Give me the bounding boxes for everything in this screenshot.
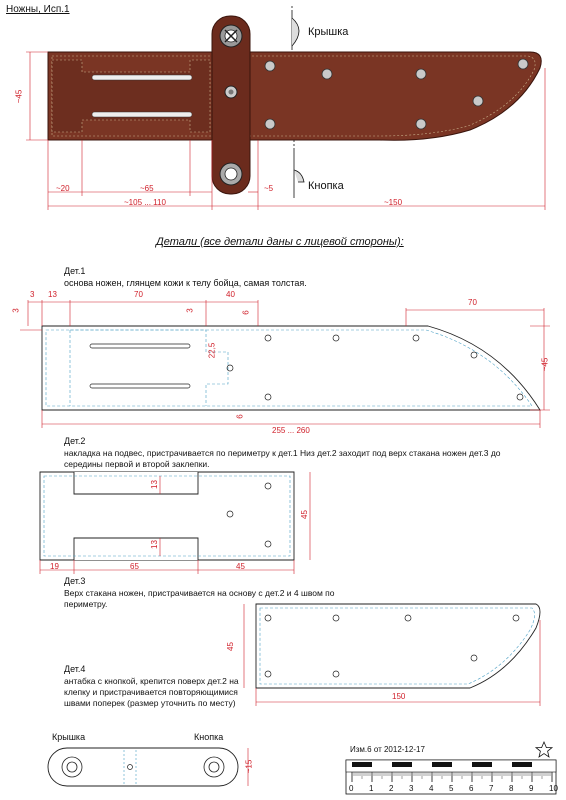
ruler-number: 0 — [349, 784, 354, 793]
det4-desc: антабка с кнопкой, крепится поверх дет.2 на клепку и пристрачивается повторяющимися швами поперек (размер уточнить по месту) — [64, 676, 239, 708]
det1-dim-3a: 3 — [30, 290, 35, 299]
dim-105-110: ~105 ... 110 — [124, 198, 166, 207]
dim-65: ~65 — [140, 184, 154, 193]
det1-dim-22-5: 22,5 — [207, 342, 217, 359]
ruler-number: 6 — [469, 784, 474, 793]
det2-dim-13b: 13 — [149, 540, 159, 549]
det1-dim-6a: 6 — [241, 310, 251, 315]
ruler-band — [372, 762, 392, 767]
det2-title: Дет.2 — [64, 436, 86, 446]
cap-profile — [292, 6, 299, 50]
ruler-number: 9 — [529, 784, 534, 793]
dim-height: ~45 — [14, 89, 24, 104]
dim-150: ~150 — [384, 198, 403, 207]
det2-dim-65: 65 — [130, 562, 139, 571]
dim-5: ~5 — [264, 184, 274, 193]
ruler-number: 3 — [409, 784, 414, 793]
det2-dim-45b: 45 — [236, 562, 245, 571]
ruler-band — [432, 762, 452, 767]
det1-dim-40: 40 — [226, 290, 235, 299]
det3-desc: Верх стакана ножен, пристрачивается на основу с дет.2 и 4 швом по периметру. — [64, 588, 335, 609]
ruler-number: 5 — [449, 784, 454, 793]
det3-dimensions — [244, 604, 540, 706]
det1-dim-255: 255 ... 260 — [272, 426, 310, 435]
det2-dim-19: 19 — [50, 562, 59, 571]
ruler-band — [352, 762, 372, 767]
ruler-band — [412, 762, 432, 767]
det4-title: Дет.4 — [64, 664, 86, 674]
slot-lower — [92, 112, 192, 117]
bottom-button-label: Кнопка — [194, 732, 224, 742]
dim-20: ~20 — [56, 184, 70, 193]
det3-dim-150: 150 — [392, 692, 406, 701]
button-label: Кнопка — [308, 180, 344, 192]
det4-dim-15: ~15 — [244, 759, 254, 774]
det3-title: Дет.3 — [64, 576, 86, 586]
revision-note: Изм.6 от 2012-12-17 — [350, 745, 425, 754]
det1-desc: основа ножен, глянцем кожи к телу бойца, самая толстая. — [64, 278, 307, 288]
det2-shape — [40, 472, 294, 560]
ruler-band — [472, 762, 492, 767]
det1-dim-6b: 6 — [235, 414, 245, 419]
ruler-number: 10 — [549, 784, 558, 793]
page-title: Ножны, Исп.1 — [6, 4, 70, 15]
det1-dim-45: ~45 — [540, 357, 550, 372]
det2-desc: накладка на подвес, пристрачивается по периметру к дет.1 Низ дет.2 заходит под верх стакана ножен дет.3 до середины первой и второй заклепки. — [64, 448, 501, 469]
ruler-number: 4 — [429, 784, 434, 793]
det1-shape — [42, 326, 540, 410]
det1-dimensions — [20, 300, 550, 428]
ruler-band — [392, 762, 412, 767]
ruler-number: 8 — [509, 784, 514, 793]
ruler-number: 7 — [489, 784, 494, 793]
ruler-band — [452, 762, 472, 767]
star-icon — [536, 742, 552, 757]
ruler-number: 1 — [369, 784, 374, 793]
ruler-band — [492, 762, 512, 767]
ruler-band — [532, 762, 552, 767]
det2-dim-13a: 13 — [149, 480, 159, 489]
bottom-cap-label: Крышка — [52, 732, 86, 742]
det1-title: Дет.1 — [64, 266, 86, 276]
det1-dim-13: 13 — [48, 290, 57, 299]
ruler-number: 2 — [389, 784, 394, 793]
cap-label: Крышка — [308, 26, 349, 38]
button-profile — [294, 140, 304, 198]
det1-dim-3b: 3 — [11, 308, 21, 313]
det2-dim-45: 45 — [299, 510, 309, 519]
det1-dim-70b: 70 — [468, 298, 477, 307]
slot-upper — [92, 75, 192, 80]
det3-shape — [256, 604, 540, 688]
det3-dim-45: 45 — [225, 642, 235, 651]
det4-shape — [48, 748, 238, 786]
det1-dim-70a: 70 — [134, 290, 143, 299]
ruler-band — [512, 762, 532, 767]
section-header: Детали (все детали даны с лицевой стороны): — [156, 236, 404, 248]
det1-dim-3c: 3 — [185, 308, 195, 313]
